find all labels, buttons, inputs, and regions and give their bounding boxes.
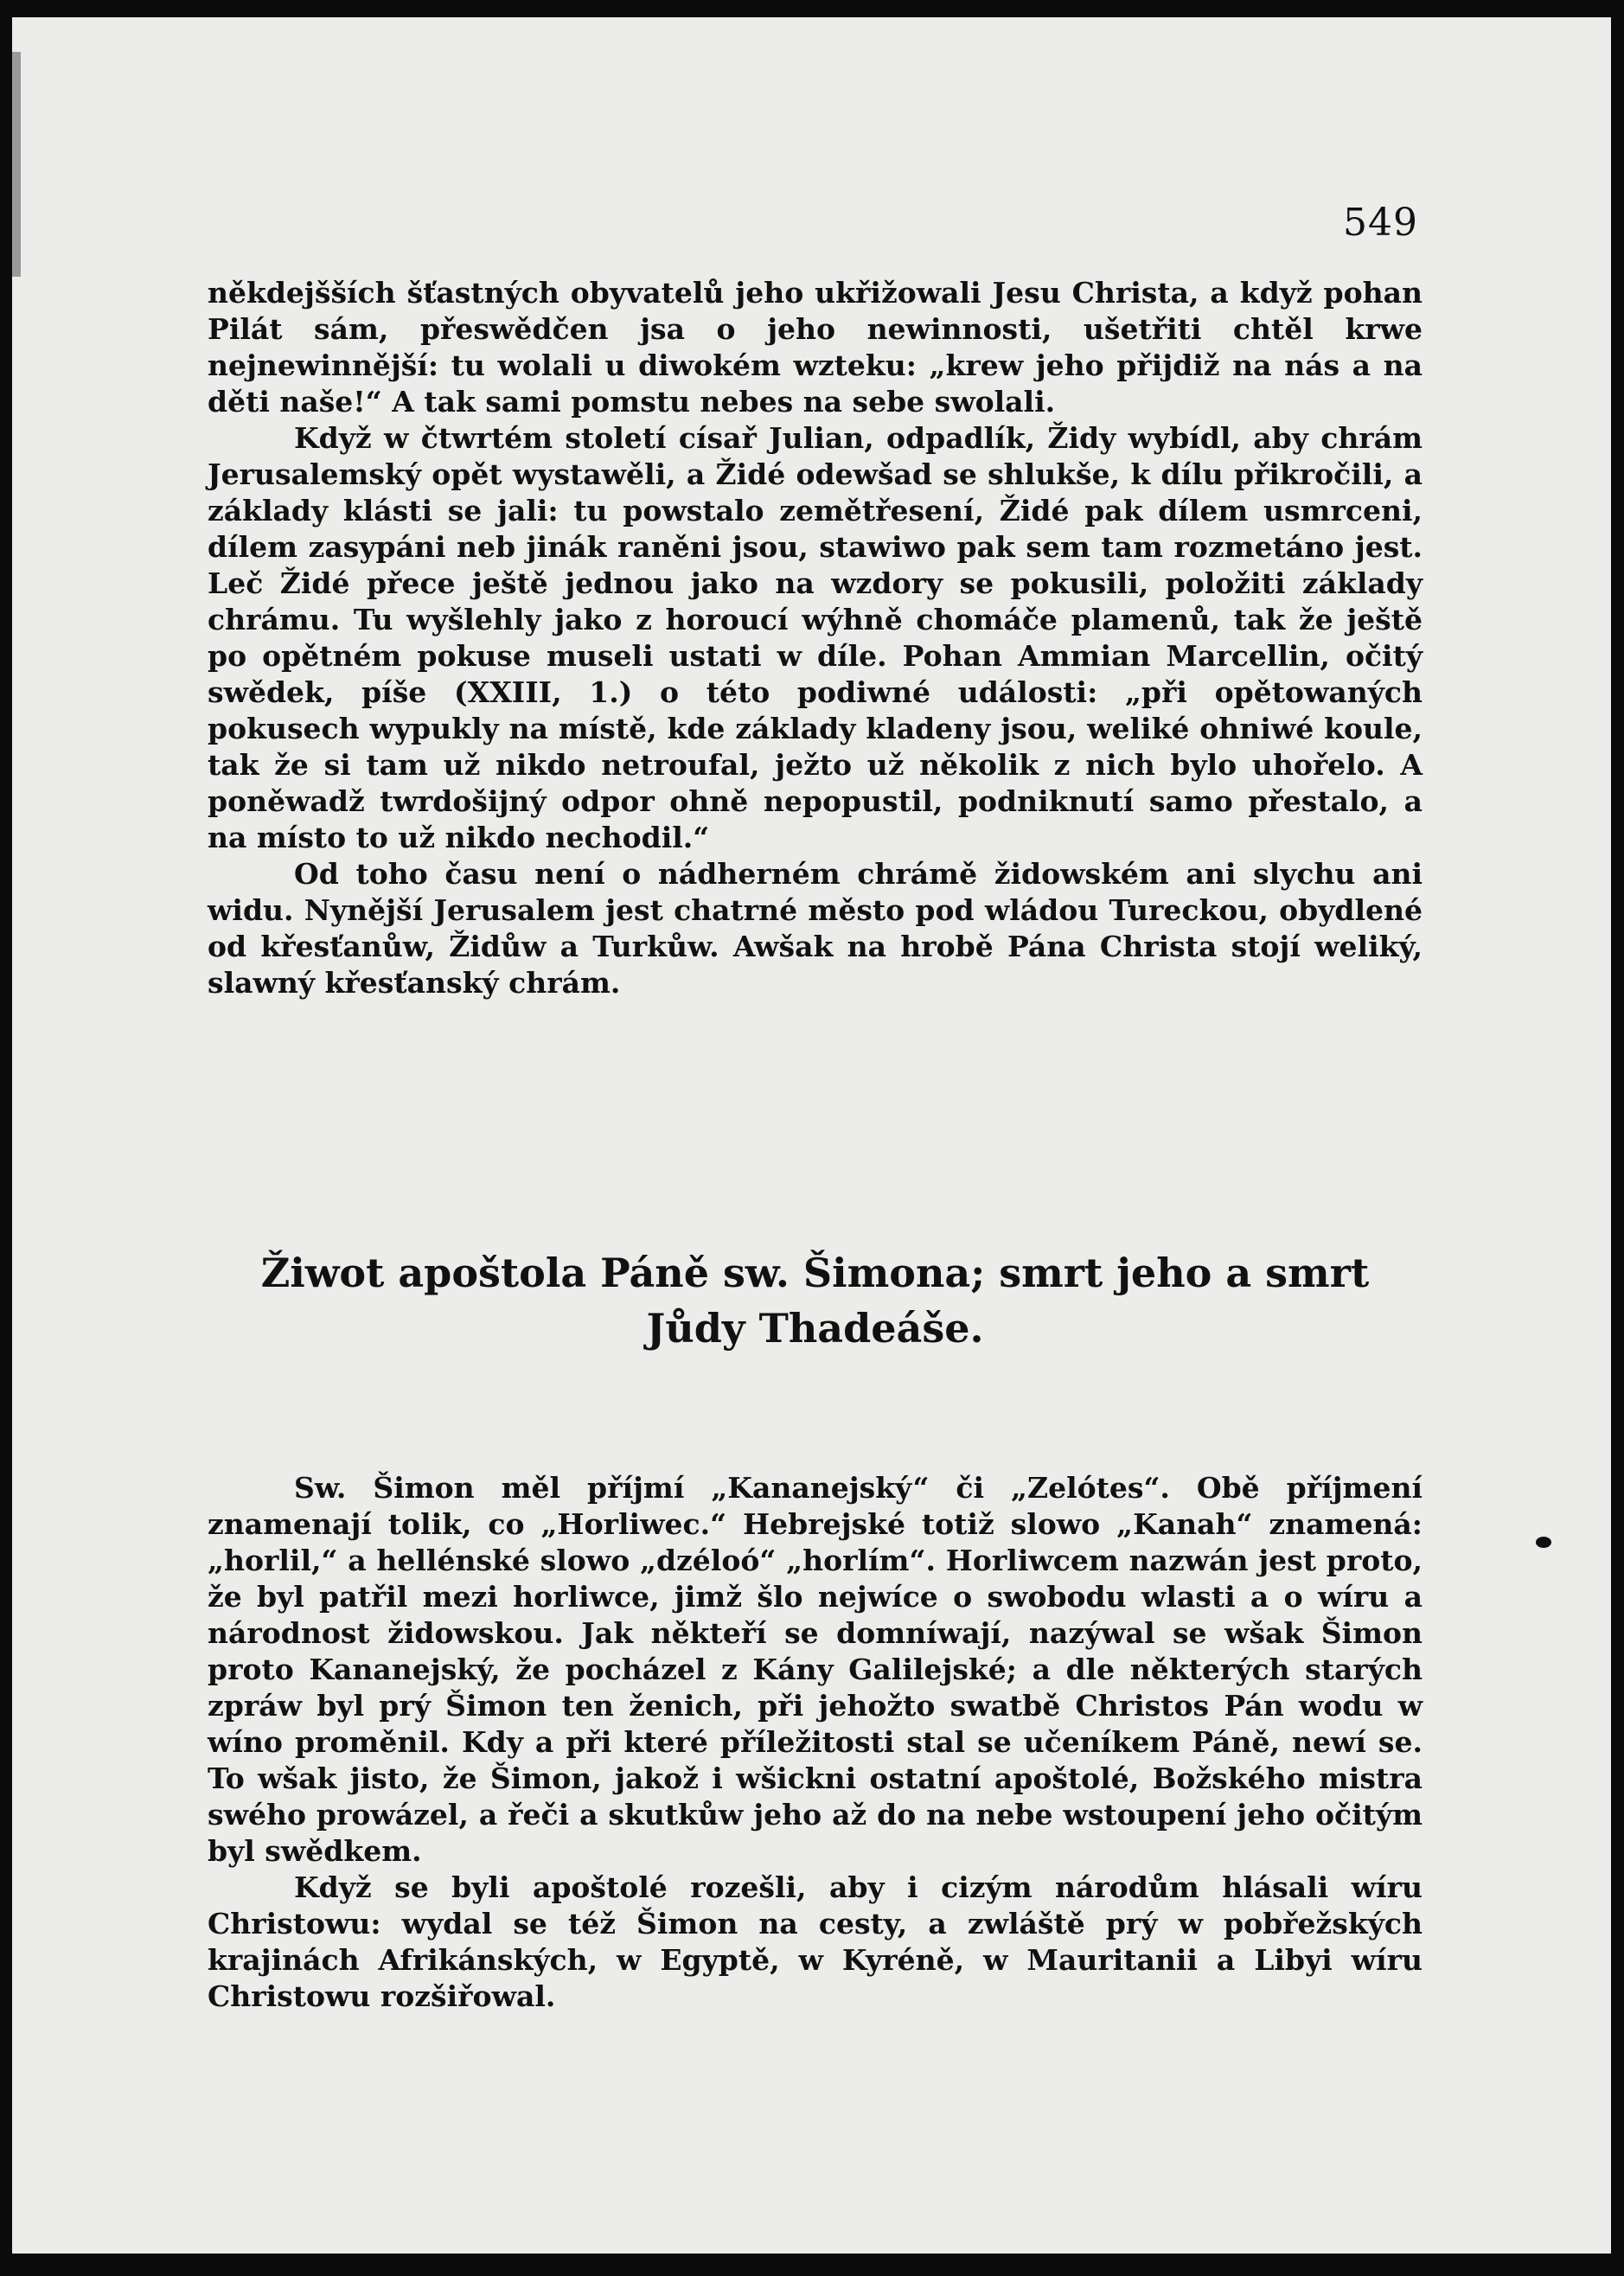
scan-border-top <box>0 0 1624 17</box>
scan-shadow-band <box>12 52 21 277</box>
paragraph-simon-name: Sw. Šimon měl příjmí „Kananejský“ či „Zelótes“. Obě příjmení znamenají tolik, co „Horliwec.“ Hebrejské totiž slowo „Kanah“ znamená: „horlil,“ a hellénské slowo „dzéloó“ „horlím“. Horliwcem nazwán jest proto, že byl patřil mezi horliwce, jimž šlo nejwíce o swobodu wlasti a o wíru a národnost židowskou. Jak někteří se domníwají, nazýwal se wšak Šimon proto Kananejský, že pocházel z Kány Galilejské; a dle některých starých zpráw byl prý Šimon ten ženich, při jehožto swatbě Christos Pán wodu w wíno proměnil. Kdy a při které příležitosti stal se učeníkem Páně, newí se. To wšak jisto, že Šimon, jakož i wšickni ostatní apoštolé, Božského mistra swého prowázel, a řeči a skutkůw jeho až do na nebe wstoupení jeho očitým byl swědkem. <box>208 1471 1423 1868</box>
chapter-heading-line-2: Jůdy Thadeáše. <box>646 1305 984 1352</box>
body-text-lower <box>208 1470 1423 2015</box>
paragraph-continued: někdejšších šťastných obyvatelů jeho ukřižowali Jesu Christa, a když pohan Pilát sám, přeswědčen jsa o jeho newinnosti, ušetřiti chtěl krwe nejnewinnější: tu wolali u diwokém wzteku: „krew jeho přijdiž na nás a na děti naše!“ A tak sami pomstu nebes na sebe swolali. <box>208 276 1423 419</box>
margin-ink-dot <box>1536 1537 1551 1548</box>
paragraph-simon-mission: Když se byli apoštolé rozešli, aby i cizým národům hlásali wíru Christowu: wydal se též Šimon na cesty, a zwláště prý w pobřežských krajinách Afrikánských, w Egyptě, w Kyréně, w Mauritanii a Libyi wíru Christowu rozšiřowal. <box>208 1870 1423 2013</box>
scan-border-left <box>0 0 12 2276</box>
page-number: 549 <box>1343 201 1418 245</box>
scan-border-right <box>1611 0 1624 2276</box>
paragraph-jerusalem-today: Od toho času není o nádherném chrámě židowském ani slychu ani widu. Nynější Jerusalem jest chatrné město pod wládou Tureckou, obydlené od křesťanůw, Židůw a Turkůw. Awšak na hrobě Pána Christa stojí weliký, slawný křesťanský chrám. <box>208 857 1423 1000</box>
chapter-heading-line-1: Žiwot apoštola Páně sw. Šimona; smrt jeho a smrt <box>260 1250 1370 1296</box>
body-text-upper <box>208 275 1423 1001</box>
chapter-heading <box>208 1245 1423 1356</box>
paragraph-julian: Když w čtwrtém století císař Julian, odpadlík, Židy wybídl, aby chrám Jerusalemský opět wystawěli, a Židé odewšad se shlukše, k dílu přikročili, a základy klásti se jali: tu powstalo zemětřesení, Židé pak dílem usmrceni, dílem zasypáni neb jinák raněni jsou, stawiwo pak sem tam rozmetáno jest. Leč Židé přece ještě jednou jako na wzdory se pokusili, položiti základy chrámu. Tu wyšlehly jako z horoucí wýhně chomáče plamenů, tak že ještě po opětném pokuse museli ustati w díle. Pohan Ammian Marcellin, očitý swědek, píše (XXIII, 1.) o této podiwné události: „při opětowaných pokusech wypukly na místě, kde základy kladeny jsou, weliké ohniwé koule, tak že si tam už nikdo netroufal, ježto už několik z nich bylo uhořelo. A poněwadž twrdošijný odpor ohně nepopustil, podniknutí samo přestalo, a na místo to už nikdo nechodil.“ <box>208 421 1423 854</box>
scan-border-bottom <box>0 2254 1624 2276</box>
